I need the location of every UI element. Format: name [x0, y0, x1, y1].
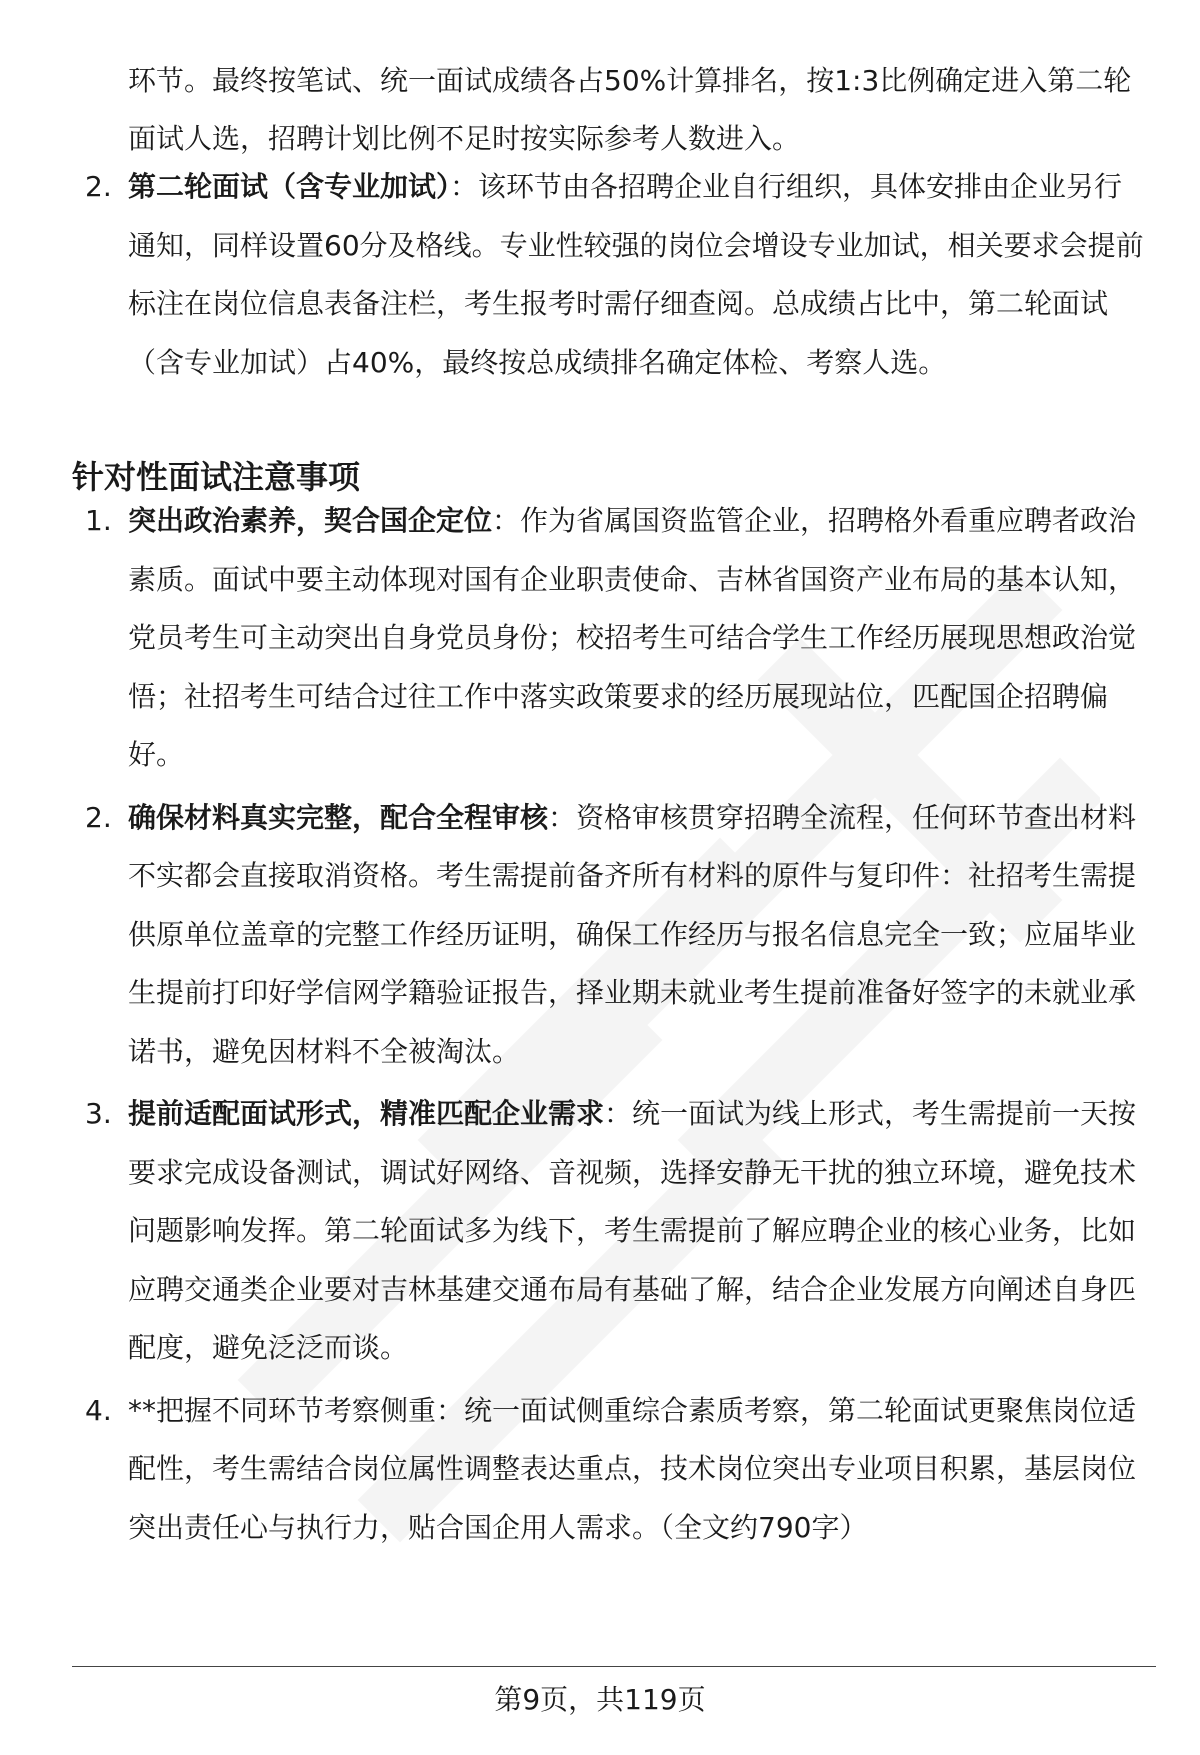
- continued-paragraph: 环节。最终按笔试、统一面试成绩各占50%计算排名，按1:3比例确定进入第二轮面试人选，招聘计划比例不足时按实际参考人数进入。: [128, 64, 1132, 155]
- list-item: [85, 492, 1148, 785]
- list-number: 1.: [85, 504, 112, 537]
- list-number: 3.: [85, 1097, 112, 1130]
- item-lead: 确保材料真实完整，配合全程审核: [128, 800, 549, 834]
- interview-stage-list: [85, 158, 1148, 392]
- list-item: [85, 789, 1148, 1082]
- item-lead: 突出政治素养，契合国企定位: [128, 504, 493, 537]
- list-item: [85, 158, 1148, 392]
- item-body: ：资格审核贯穿招聘全流程，任何环节查出材料不实都会直接取消资格。考生需提前备齐所有材料的原件与复印件：社招考生需提供原单位盖章的完整工作经历证明，确保工作经历与报名信息完全一致；应届毕业生提前打印好学信网学籍验证报告，择业期未就业考生提前准备好签字的未就业承诺书，避免因材料不全被淘汰。: [128, 800, 1137, 1068]
- item-lead: 第二轮面试（含专业加试）: [128, 170, 451, 203]
- list-item: [85, 1382, 1148, 1558]
- page-footer: 第9页，共119页: [494, 1683, 706, 1716]
- footer-divider: [72, 1666, 1156, 1667]
- notes-list: [85, 492, 1148, 1557]
- item-lead: 提前适配面试形式，精准匹配企业需求: [128, 1097, 605, 1130]
- list-number: 4.: [85, 1393, 112, 1427]
- list-item: [85, 1085, 1148, 1378]
- item-body: **把握不同环节考察侧重：统一面试侧重综合素质考察，第二轮面试更聚焦岗位适配性，考生需结合岗位属性调整表达重点，技术岗位突出专业项目积累，基层岗位突出责任心与执行力，贴合国企用人需求。（全文约790字）: [128, 1393, 1137, 1544]
- item-body: ：统一面试为线上形式，考生需提前一天按要求完成设备测试，调试好网络、音视频，选择安静无干扰的独立环境，避免技术问题影响发挥。第二轮面试多为线下，考生需提前了解应聘企业的核心业务，比如应聘交通类企业要对吉林基建交通布局有基础了解，结合企业发展方向阐述自身匹配度，避免泛泛而谈。: [128, 1097, 1137, 1364]
- section-heading: 针对性面试注意事项: [72, 458, 361, 496]
- list-number: 2.: [85, 800, 112, 834]
- item-body: ：作为省属国资监管企业，招聘格外看重应聘者政治素质。面试中要主动体现对国有企业职责使命、吉林省国资产业布局的基本认知，党员考生可主动突出自身党员身份；校招考生可结合学生工作经历展现思想政治觉悟；社招考生可结合过往工作中落实政策要求的经历展现站位，匹配国企招聘偏好。: [128, 504, 1137, 771]
- list-number: 2.: [85, 170, 112, 203]
- item-body: ：该环节由各招聘企业自行组织，具体安排由企业另行通知，同样设置60分及格线。专业性较强的岗位会增设专业加试，相关要求会提前标注在岗位信息表备注栏，考生报考时需仔细查阅。总成绩占比中，第二轮面试（含专业加试）占40%，最终按总成绩排名确定体检、考察人选。: [128, 170, 1144, 379]
